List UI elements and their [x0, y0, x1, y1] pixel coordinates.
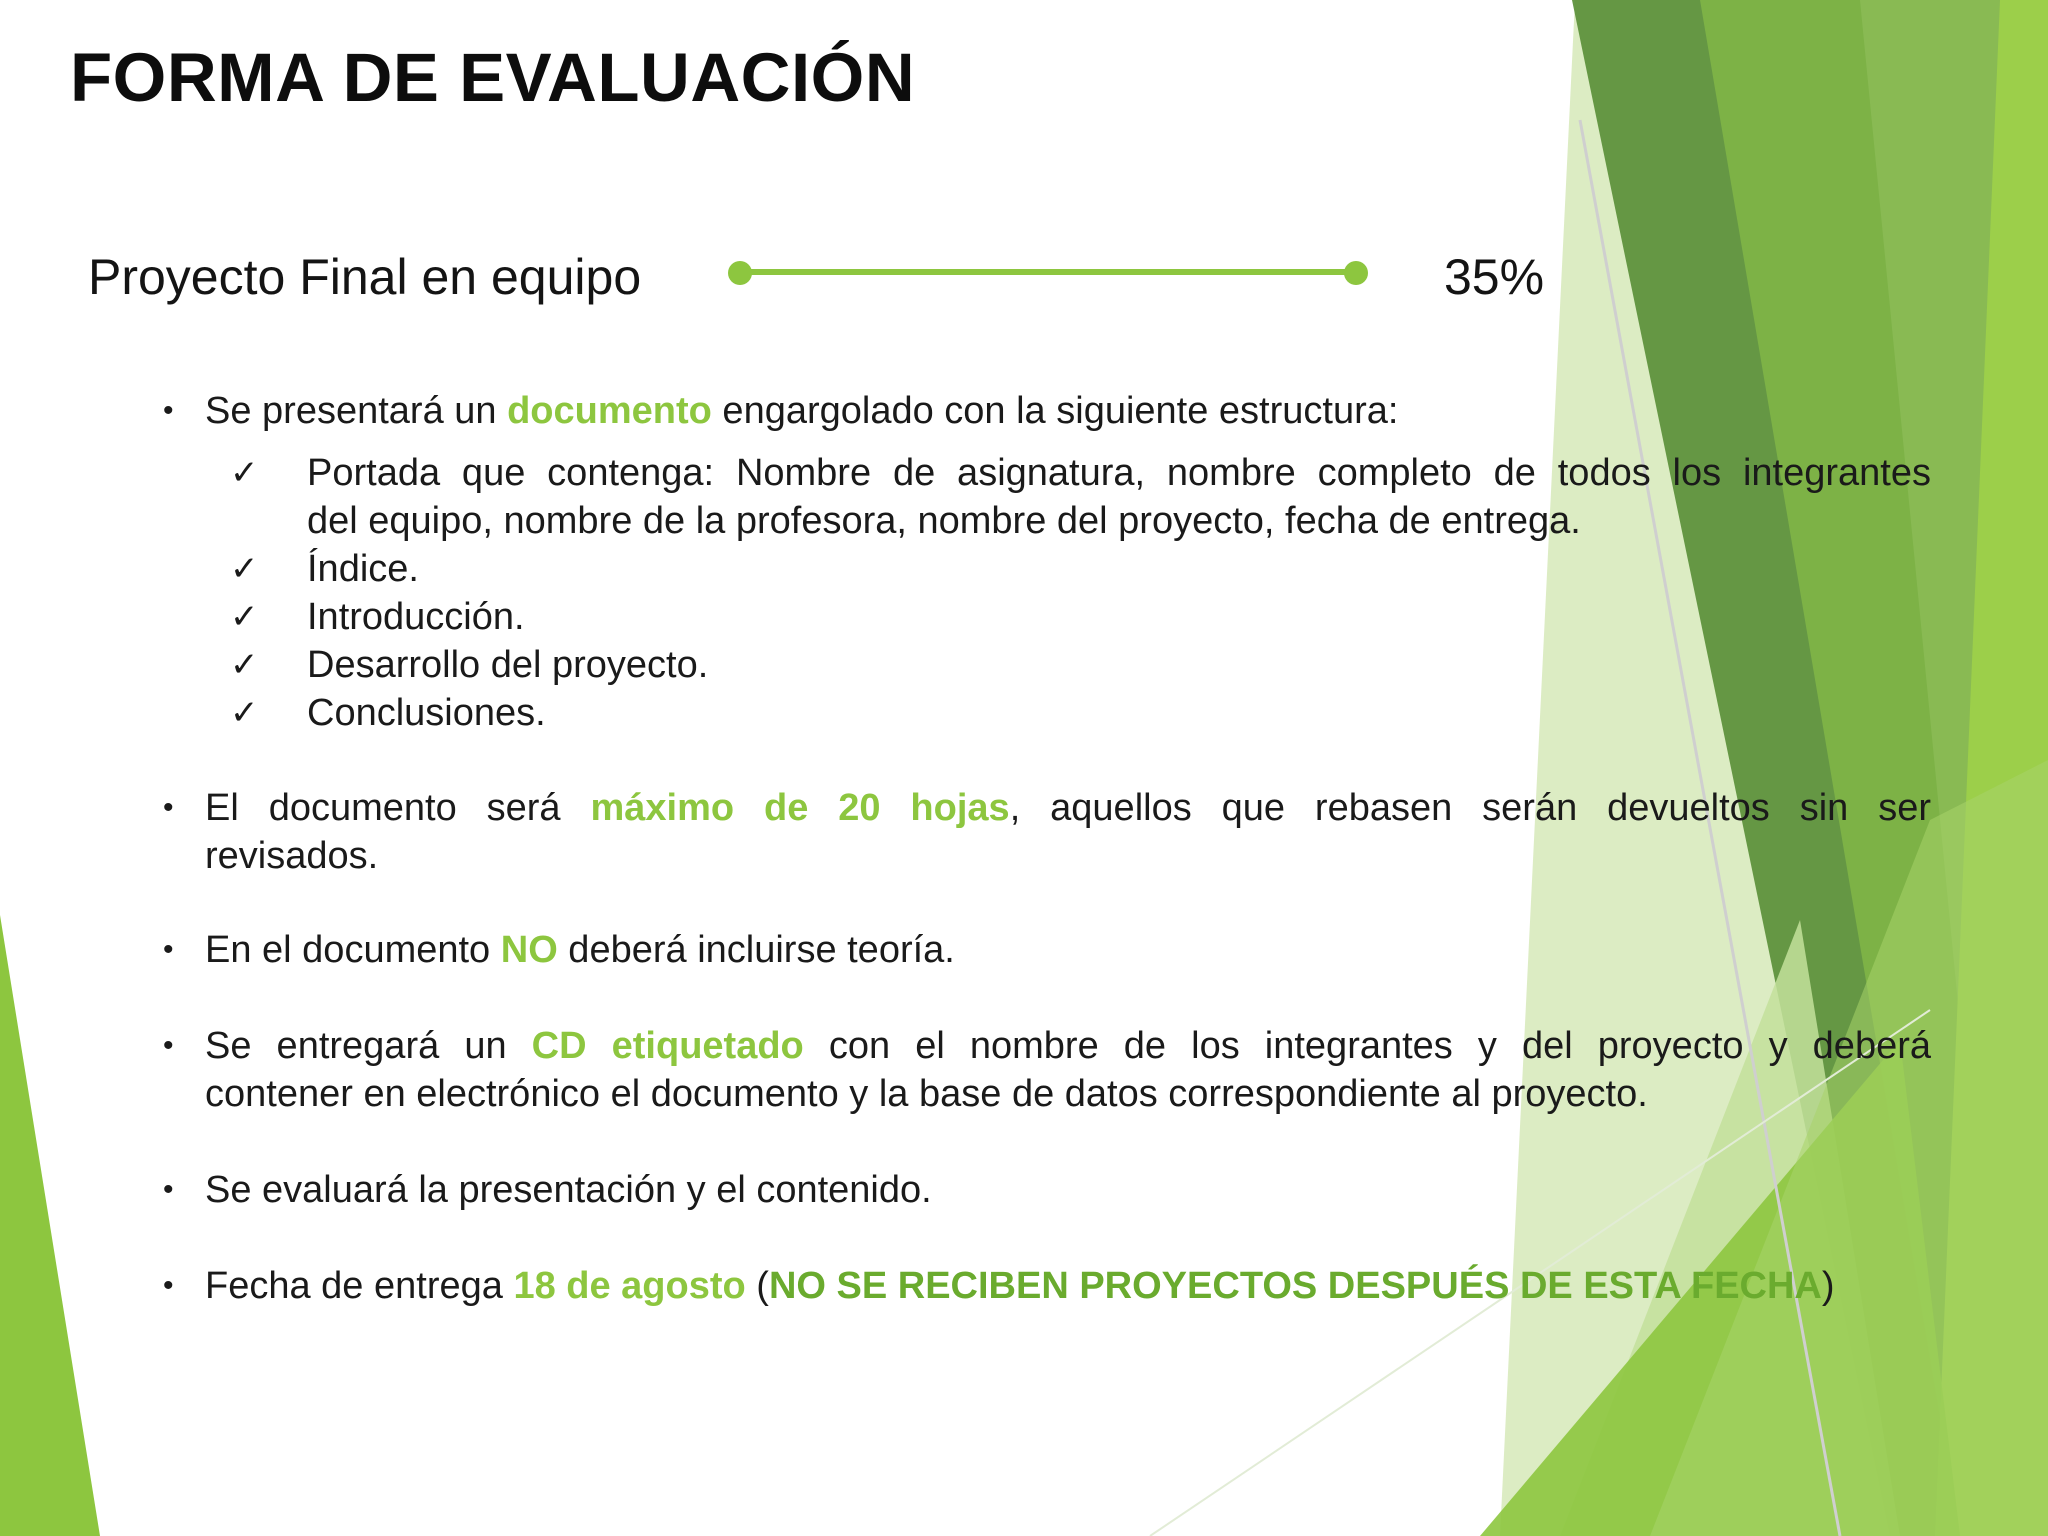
checklist-item-introduccion: Introducción.	[307, 596, 525, 638]
bullet-glyph: •	[163, 933, 174, 966]
bullet-cd-line1	[205, 1022, 1931, 1070]
highlight-text: documento	[507, 390, 712, 432]
connector-dot-left	[728, 261, 752, 285]
check-icon: ✓	[230, 694, 259, 732]
check-icon: ✓	[230, 550, 259, 588]
connector-dot-right	[1344, 261, 1368, 285]
bullet-text: engargolado con la siguiente estructura:	[711, 390, 1399, 432]
check-icon: ✓	[230, 454, 259, 492]
bullet-max-pages-line2: revisados.	[205, 835, 379, 877]
check-icon: ✓	[230, 646, 259, 684]
bullet-glyph: •	[163, 1029, 174, 1062]
bullet-text: , aquellos que rebasen serán devueltos sin ser	[1009, 787, 1931, 829]
deadline-warning: NO SE RECIBEN PROYECTOS DESPUÉS DE ESTA FECHA	[768, 1265, 1822, 1307]
bullet-text: )	[1821, 1265, 1835, 1307]
bullet-glyph: •	[163, 1173, 174, 1206]
checklist-item-portada-line1: Portada que contenga: Nombre de asignatura, nombre completo de todos los integrantes	[307, 452, 1931, 494]
evaluation-item-percent: 35%	[1444, 249, 1545, 305]
bullet-no-theory	[205, 926, 955, 974]
evaluation-item-label: Proyecto Final en equipo	[88, 249, 642, 305]
page-title: FORMA DE EVALUACIÓN	[70, 39, 916, 116]
checklist-item-conclusiones: Conclusiones.	[307, 692, 546, 734]
bullet-text: Fecha de entrega	[205, 1265, 514, 1307]
bullet-glyph: •	[163, 394, 174, 427]
bullet-cd-line2: contener en electrónico el documento y la base de datos correspondiente al proyecto.	[205, 1073, 1648, 1115]
weight-connector	[728, 257, 1368, 287]
bullet-document-structure	[205, 387, 1931, 435]
checklist-item-portada-line2: del equipo, nombre de la profesora, nombre del proyecto, fecha de entrega.	[307, 500, 1581, 542]
bullet-text: En el documento	[205, 929, 501, 971]
bullet-text: Se presentará un	[205, 390, 508, 432]
bullet-text: con el nombre de los integrantes y del proyecto y deberá	[803, 1025, 1932, 1067]
highlight-text: CD etiquetado	[531, 1025, 804, 1067]
bullet-text: deberá incluirse teoría.	[557, 929, 955, 971]
due-date-highlight: 18 de agosto	[513, 1265, 746, 1307]
bullet-max-pages-line1	[205, 784, 1931, 832]
check-icon: ✓	[230, 598, 259, 636]
checklist-item-indice: Índice.	[307, 548, 419, 590]
highlight-text: NO	[500, 929, 558, 971]
bullet-glyph: •	[163, 1269, 174, 1302]
bullet-evaluation-criteria: Se evaluará la presentación y el contenido.	[205, 1169, 932, 1211]
left-green-sliver	[0, 915, 100, 1536]
bullet-glyph: •	[163, 791, 174, 824]
connector-line	[742, 269, 1354, 275]
highlight-text: máximo de 20 hojas	[590, 787, 1010, 829]
checklist-item-desarrollo: Desarrollo del proyecto.	[307, 644, 709, 686]
bullet-text: Se entregará un	[205, 1025, 532, 1067]
bullet-text: El documento será	[205, 787, 591, 829]
bullet-text: (	[745, 1265, 769, 1307]
bullet-due-date	[205, 1262, 1835, 1310]
